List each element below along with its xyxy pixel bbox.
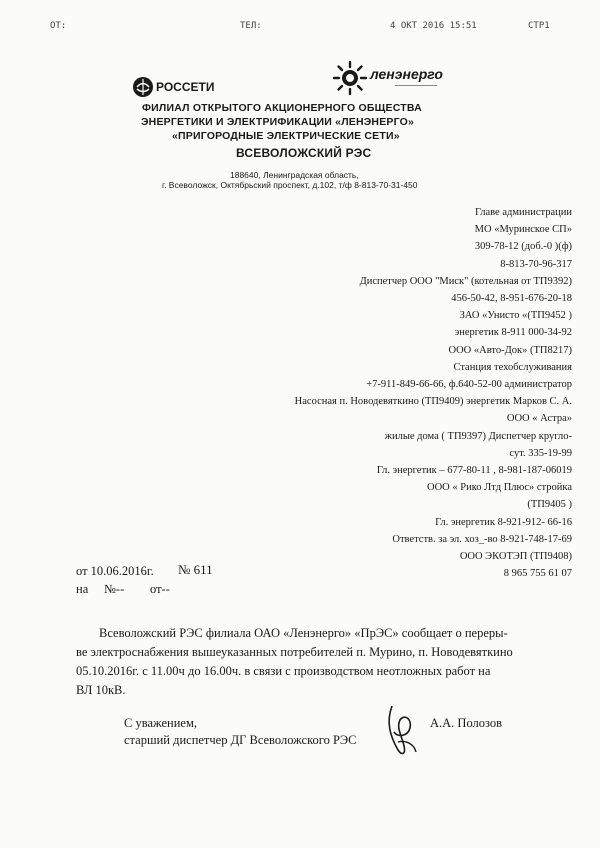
recipient-line: 8 965 755 61 07 (503, 568, 572, 580)
org-line-1: ФИЛИАЛ ОТКРЫТОГО АКЦИОНЕРНОГО ОБЩЕСТВА (142, 102, 422, 114)
recipient-list (242, 204, 572, 582)
reference-on-label: на (76, 582, 89, 596)
rosseti-emblem-icon (132, 76, 154, 98)
recipient-line: Гл. энергетик 8-921-912- 66-16 (435, 516, 572, 528)
body-line-3: 05.10.2016г. с 11.00ч до 16.00ч. в связи с производством неотложных работ на (76, 664, 491, 678)
recipient-line: ООО «Авто-Док» (ТП8217) (448, 344, 572, 356)
lenenergo-underline (395, 85, 437, 86)
lenenergo-sun-icon (332, 60, 368, 96)
recipient-line: жилые дома ( ТП9397) Диспетчер кругло- (384, 430, 572, 442)
recipient-line: ООО « Астра» (506, 413, 572, 425)
org-line-2: ЭНЕРГЕТИКИ И ЭЛЕКТРИФИКАЦИИ «ЛЕНЭНЕРГО» (141, 116, 415, 128)
recipient-line: Станция техобслуживания (453, 361, 572, 373)
recipient-line: 8-813-70-96-317 (500, 258, 572, 270)
reference-date: от 10.06.2016г. (76, 564, 154, 578)
recipient-line: МО «Муринское СП» (474, 224, 572, 236)
recipient-line: ООО « Рико Лтд Плюс» стройка (427, 482, 572, 494)
org-address-2: г. Всеволожск, Октябрьский проспект, д.102, т/ф 8-813-70-31-450 (162, 180, 418, 190)
org-line-3: «ПРИГОРОДНЫЕ ЭЛЕКТРИЧЕСКИЕ СЕТИ» (172, 130, 400, 142)
recipient-line: 309-78-12 (доб.-0 )(ф) (474, 241, 572, 253)
org-address-1: 188640, Ленинградская область, (230, 170, 359, 180)
lenenergo-logo-text: ленэнерго (370, 66, 443, 82)
rosseti-logo (132, 76, 154, 103)
regards: С уважением, (124, 716, 197, 730)
recipient-line: Насосная п. Новодевяткино (ТП9409) энергетик Марков С. А. (294, 396, 572, 408)
fax-page-number: СТР1 (528, 21, 550, 31)
lenenergo-logo (332, 60, 368, 101)
fax-from-label: ОТ: (50, 21, 67, 31)
recipient-line: +7-911-849-66-66, ф.640-52-00 администратор (366, 379, 572, 391)
signer-position: старший диспетчер ДГ Всеволожского РЭС (124, 733, 357, 747)
recipient-line: ООО ЭКОТЭП (ТП9408) (459, 551, 572, 563)
recipient-line: ЗАО «Унисто «(ТП9452 ) (459, 310, 572, 322)
recipient-line: Главе администрации (474, 207, 572, 218)
recipient-line: Гл. энергетик – 677-80-11 , 8-981-187-06019 (376, 465, 572, 477)
body-line-2: ве электроснабжения вышеуказанных потребителей п. Мурино, п. Новодевяткино (76, 645, 513, 659)
body-line-4: ВЛ 10кВ. (76, 683, 126, 697)
reference-on-from: от-- (150, 582, 170, 596)
recipient-line: 456-50-42, 8-951-676-20-18 (451, 293, 572, 305)
recipient-line: Ответств. за эл. хоз_-во 8-921-748-17-69 (392, 533, 572, 545)
recipient-line: Диспетчер ООО "Миск" (котельная от ТП9392) (359, 275, 572, 287)
fax-datetime: 4 ОКТ 2016 15:51 (390, 21, 477, 31)
recipient-line: энергетик 8-911 000-34-92 (454, 327, 572, 339)
signer-name: А.А. Полозов (430, 716, 503, 730)
rosseti-logo-text: РОССЕТИ (156, 80, 215, 94)
fax-tel-label: ТЕЛ: (240, 21, 262, 31)
recipient-line: (ТП9405 ) (527, 499, 572, 511)
reference-number: № 611 (178, 562, 213, 577)
org-line-4: ВСЕВОЛОЖСКИЙ РЭС (236, 146, 372, 160)
reference-on-number: №-- (104, 582, 125, 596)
handwritten-signature (384, 702, 422, 765)
body-line-1: Всеволожский РЭС филиала ОАО «Ленэнерго» «ПрЭС» сообщает о переры- (99, 626, 508, 640)
recipient-line: сут. 335-19-99 (509, 447, 572, 459)
